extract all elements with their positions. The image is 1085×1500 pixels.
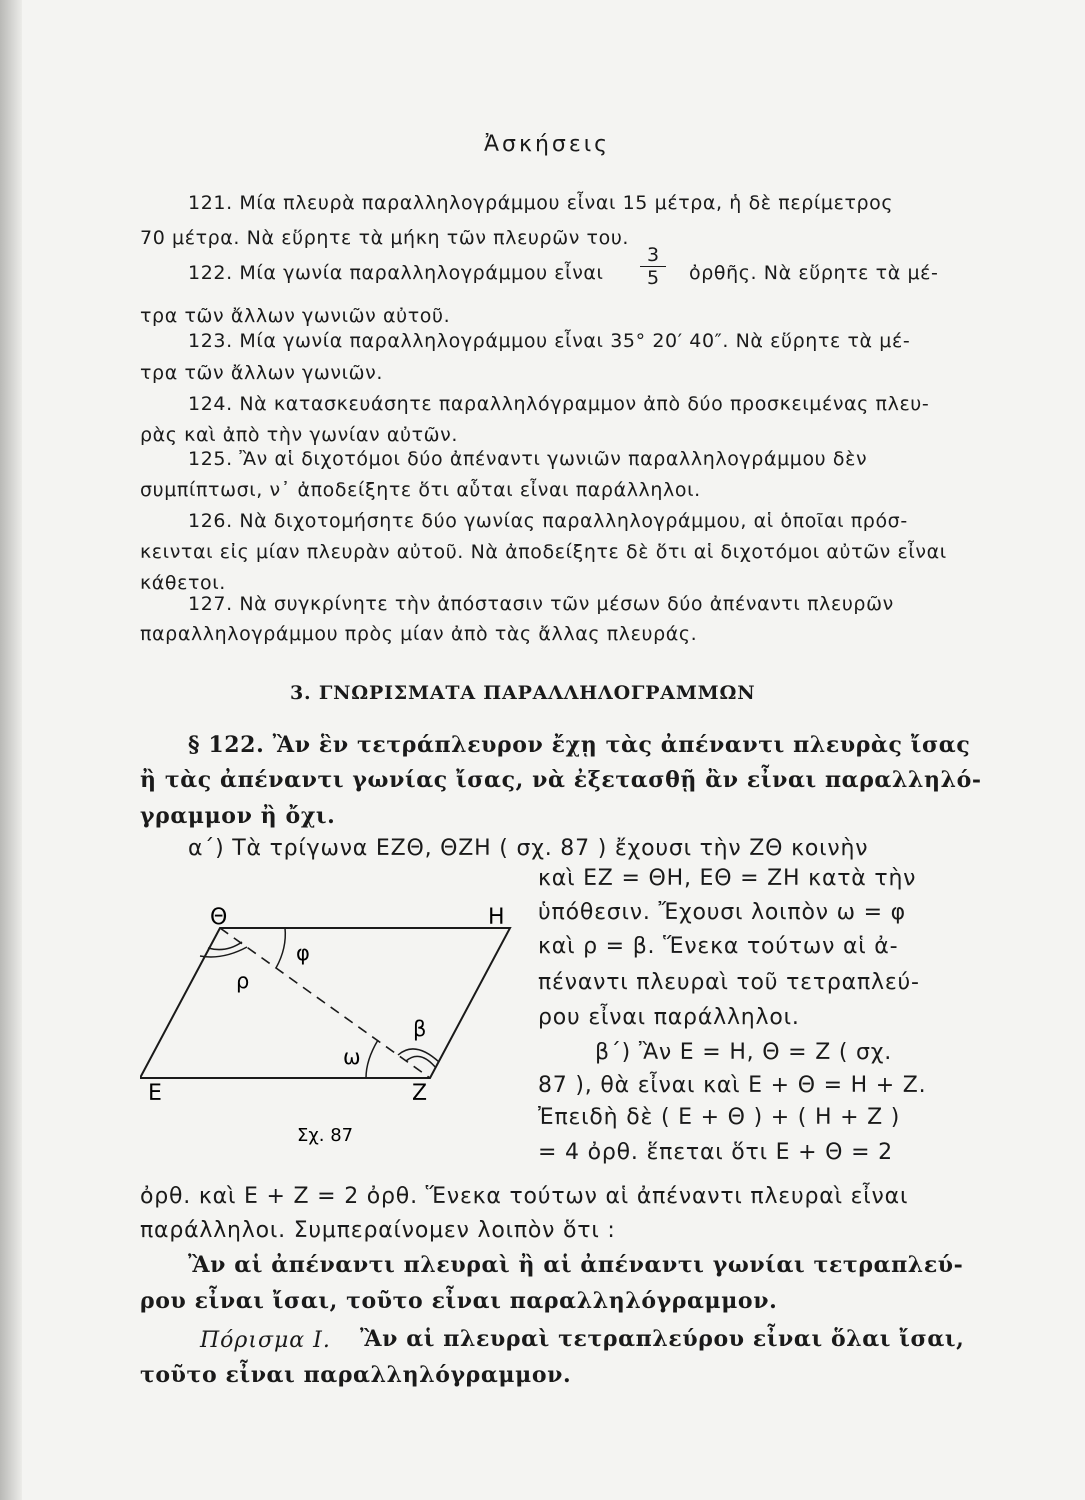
exercise-126-line-2: κεινται εἰς μίαν πλευρὰν αὐτοῦ. Νὰ ἀποδείξητε δὲ ὅτι αἱ διχοτόμοι αὐτῶν εἶναι	[140, 541, 947, 563]
proof-right-line-5: ρου εἶναι παράλληλοι.	[538, 1005, 800, 1030]
exercise-122-line-2: τρα τῶν ἄλλων γωνιῶν αὐτοῦ.	[140, 305, 451, 327]
exercise-122-line-1a: 122. Μία γωνία παραλληλογράμμου εἶναι	[188, 262, 604, 284]
angle-label-phi: φ	[296, 941, 310, 965]
theorem-line-1: § 122. Ἂν ἓν τετράπλευρον ἔχῃ τὰς ἀπέναντι πλευρὰς ἴσας	[188, 732, 971, 758]
proof-right-line-9: = 4 ὀρθ. ἕπεται ὅτι Ε + Θ = 2	[538, 1140, 893, 1165]
proof-right-line-3: καὶ ρ = β. Ἕνεκα τούτων αἱ ἀ-	[538, 934, 899, 959]
exercise-126-line-3: κάθετοι.	[140, 572, 226, 594]
proof-right-line-4: πέναντι πλευραὶ τοῦ τετραπλεύ-	[538, 970, 920, 995]
parallelogram-outline	[140, 928, 510, 1078]
angle-arc-omega	[366, 1040, 378, 1078]
angle-arc-beta-inner	[406, 1056, 436, 1068]
theorem-line-2: ἢ τὰς ἀπέναντι γωνίας ἴσας, νὰ ἐξετασθῇ ἂν εἶναι παραλληλό-	[140, 767, 982, 793]
figure-caption: Σχ. 87	[297, 1125, 354, 1146]
angle-arc-rho-inner	[208, 942, 242, 950]
corollary-text: Ἂν αἱ πλευραὶ τετραπλεύρου εἶναι ὅλαι ἴσαι,	[360, 1326, 965, 1352]
exercise-127-line-2: παραλληλογράμμου πρὸς μίαν ἀπὸ τὰς ἄλλας πλευράς.	[140, 623, 698, 645]
angle-arc-phi	[276, 928, 285, 968]
fraction-three-fifths	[640, 244, 666, 289]
vertex-label-epsilon: Ε	[148, 1081, 162, 1106]
fraction-numerator: 3	[640, 244, 666, 267]
angle-label-beta: β	[413, 1017, 427, 1041]
vertex-label-zeta: Ζ	[412, 1081, 428, 1106]
exercise-123-line-2: τρα τῶν ἄλλων γωνιῶν.	[140, 362, 384, 384]
exercise-121-line-1: 121. Μία πλευρὰ παραλληλογράμμου εἶναι 15 μέτρα, ἡ δὲ περίμετρος	[188, 192, 894, 214]
exercise-123-line-1: 123. Μία γωνία παραλληλογράμμου εἶναι 35° 20′ 40″. Νὰ εὕρητε τὰ μέ-	[188, 330, 911, 352]
exercises-title: Ἀσκήσεις	[484, 132, 611, 157]
proof-right-line-8: Ἐπειδὴ δὲ ( Ε + Θ ) + ( Η + Ζ )	[538, 1105, 901, 1130]
conclusion-line-2: ρου εἶναι ἴσαι, τοῦτο εἶναι παραλληλόγραμμον.	[140, 1288, 778, 1314]
proof-after-line-2: παράλληλοι. Συμπεραίνομεν λοιπὸν ὅτι :	[140, 1218, 616, 1243]
corollary-last-line: τοῦτο εἶναι παραλληλόγραμμον.	[140, 1362, 572, 1388]
page-edge-shadow	[0, 0, 22, 1500]
fraction-denominator: 5	[646, 267, 660, 289]
proof-a-line-1: α΄) Τὰ τρίγωνα ΕΖΘ, ΘΖΗ ( σχ. 87 ) ἔχουσι τὴν ΖΘ κοινὴν	[188, 836, 869, 861]
vertex-label-eta: Η	[488, 905, 505, 930]
proof-right-line-1: καὶ ΕΖ = ΘΗ, ΕΘ = ΖΗ κατὰ τὴν	[538, 866, 917, 891]
exercise-125-line-1: 125. Ἂν αἱ διχοτόμοι δύο ἀπέναντι γωνιῶν παραλληλογράμμου δὲν	[188, 448, 868, 470]
exercise-127-line-1: 127. Νὰ συγκρίνητε τὴν ἀπόστασιν τῶν μέσων δύο ἀπέναντι πλευρῶν	[188, 593, 894, 615]
exercise-126-line-1: 126. Νὰ διχοτομήσητε δύο γωνίας παραλληλογράμμου, αἱ ὁποῖαι πρόσ-	[188, 510, 908, 532]
figure-87-parallelogram	[140, 900, 520, 1160]
exercise-124-line-2: ρὰς καὶ ἀπὸ τὴν γωνίαν αὐτῶν.	[140, 424, 459, 446]
proof-after-line-1: ὀρθ. καὶ Ε + Ζ = 2 ὀρθ. Ἕνεκα τούτων αἱ ἀπέναντι πλευραὶ εἶναι	[140, 1184, 909, 1209]
angle-label-rho: ρ	[236, 969, 250, 993]
proof-right-line-2: ὑπόθεσιν. Ἔχουσι λοιπὸν ω = φ	[538, 900, 906, 925]
exercise-121-line-2: 70 μέτρα. Νὰ εὕρητε τὰ μήκη τῶν πλευρῶν του.	[140, 227, 630, 249]
exercise-125-line-2: συμπίπτωσι, ν᾽ ἀποδείξητε ὅτι αὗται εἶναι παράλληλοι.	[140, 479, 701, 501]
corollary-label: Πόρισμα Ι.	[200, 1328, 331, 1353]
proof-right-line-7: 87 ), θὰ εἶναι καὶ Ε + Θ = Η + Ζ.	[538, 1073, 927, 1098]
section-heading: 3. ΓΝΩΡΙΣΜΑΤΑ ΠΑΡΑΛΛΗΛΟΓΡΑΜΜΩΝ	[290, 682, 756, 704]
conclusion-line-1: Ἂν αἱ ἀπέναντι πλευραὶ ἢ αἱ ἀπέναντι γωνίαι τετραπλεύ-	[188, 1252, 964, 1278]
proof-right-line-6: β΄) Ἂν Ε = Η, Θ = Ζ ( σχ.	[595, 1040, 893, 1065]
exercise-124-line-1: 124. Νὰ κατασκευάσητε παραλληλόγραμμον ἀπὸ δύο προσκειμένας πλευ-	[188, 393, 930, 415]
vertex-label-theta: Θ	[210, 905, 228, 930]
theorem-line-3: γραμμον ἢ ὄχι.	[140, 803, 336, 829]
angle-label-omega: ω	[343, 1045, 361, 1069]
exercise-122-line-1b: ὀρθῆς. Νὰ εὕρητε τὰ μέ-	[689, 262, 939, 284]
